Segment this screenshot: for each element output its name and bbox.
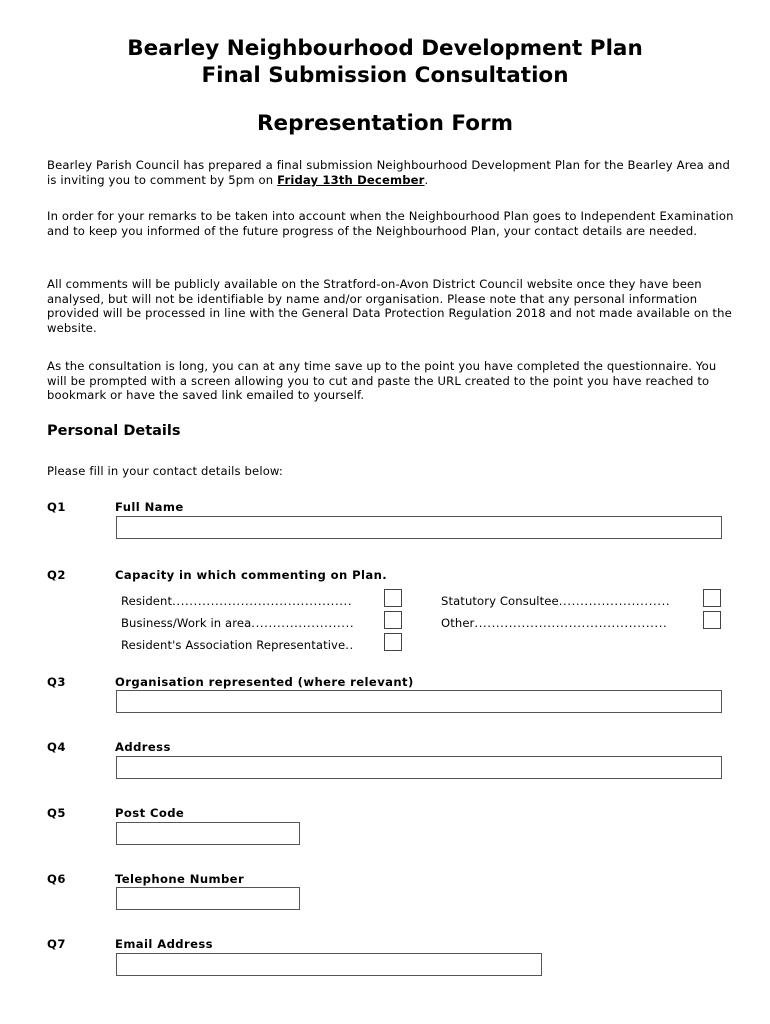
email-input[interactable] bbox=[116, 953, 542, 976]
q4-label: Address bbox=[115, 740, 171, 754]
plan-title: Bearley Neighbourhood Development Plan bbox=[127, 36, 643, 61]
option-statutory-consultee-label: Statutory Consultee bbox=[441, 594, 559, 608]
q6-number: Q6 bbox=[47, 872, 66, 886]
q7-number: Q7 bbox=[47, 937, 66, 951]
other-checkbox[interactable] bbox=[703, 611, 721, 629]
option-statutory-consultee-dots: .......................... bbox=[558, 594, 671, 608]
full-name-input[interactable] bbox=[116, 516, 722, 539]
q4-number: Q4 bbox=[47, 740, 66, 754]
resident-checkbox[interactable] bbox=[384, 589, 402, 607]
residents-association-checkbox[interactable] bbox=[384, 633, 402, 651]
q5-label: Post Code bbox=[115, 806, 185, 820]
intro-p1-text: Bearley Parish Council has prepared a final submission Neighbourhood Development Plan for the Bearley Area and is inviting you to comment by 5pm on bbox=[47, 158, 730, 187]
business-checkbox[interactable] bbox=[384, 611, 402, 629]
option-statutory-consultee bbox=[441, 594, 670, 608]
intro-paragraph-4: As the consultation is long, you can at any time save up to the point you have completed the questionnaire. You will be prompted with a screen allowing you to cut and paste the URL created to the point you have reached to bookmark or have the saved link emailed to yourself. bbox=[47, 359, 717, 403]
option-residents-association-label: Resident's Association Representative bbox=[121, 638, 346, 652]
q6-label: Telephone Number bbox=[115, 872, 245, 886]
form-title: Representation Form bbox=[257, 111, 513, 136]
personal-details-heading: Personal Details bbox=[47, 423, 181, 439]
personal-details-instruction: Please fill in your contact details below: bbox=[47, 464, 283, 478]
intro-paragraph-2: In order for your remarks to be taken into account when the Neighbourhood Plan goes to Independent Examination and to keep you informed of the future progress of the Neighbourhood Plan, your contact details are needed. bbox=[47, 209, 734, 238]
option-residents-association-dots: .. bbox=[345, 638, 354, 652]
deadline-date: Friday 13th December bbox=[277, 172, 425, 187]
post-code-input[interactable] bbox=[116, 822, 300, 845]
option-business-label: Business/Work in area bbox=[121, 616, 252, 630]
option-business-dots: ........................ bbox=[251, 616, 355, 630]
q1-number: Q1 bbox=[47, 500, 66, 514]
statutory-consultee-checkbox[interactable] bbox=[703, 589, 721, 607]
consultation-title: Final Submission Consultation bbox=[201, 63, 569, 88]
option-resident-dots: .......................................... bbox=[172, 594, 353, 608]
intro-paragraph-1 bbox=[47, 158, 737, 187]
intro-paragraph-3: All comments will be publicly available on the Stratford-on-Avon District Council website once they have been analysed, but will not be identifiable by name and/or organisation. Please note that any personal information provided will be processed in line with the General Data Protection Regulation 2018 and not made available on the website. bbox=[47, 277, 732, 335]
option-other-dots: ............................................. bbox=[474, 616, 668, 630]
telephone-input[interactable] bbox=[116, 887, 300, 910]
option-other bbox=[441, 616, 667, 630]
option-residents-association bbox=[121, 638, 354, 652]
option-resident bbox=[121, 594, 352, 608]
option-business bbox=[121, 616, 354, 630]
organisation-input[interactable] bbox=[116, 690, 722, 713]
q2-label: Capacity in which commenting on Plan. bbox=[115, 568, 388, 582]
q7-label: Email Address bbox=[115, 937, 213, 951]
q3-label: Organisation represented (where relevant) bbox=[115, 675, 414, 689]
q2-number: Q2 bbox=[47, 568, 66, 582]
option-resident-label: Resident bbox=[121, 594, 173, 608]
q3-number: Q3 bbox=[47, 675, 66, 689]
q1-label: Full Name bbox=[115, 500, 184, 514]
q5-number: Q5 bbox=[47, 806, 66, 820]
address-input[interactable] bbox=[116, 756, 722, 779]
intro-p1-end: . bbox=[424, 172, 429, 187]
option-other-label: Other bbox=[441, 616, 475, 630]
